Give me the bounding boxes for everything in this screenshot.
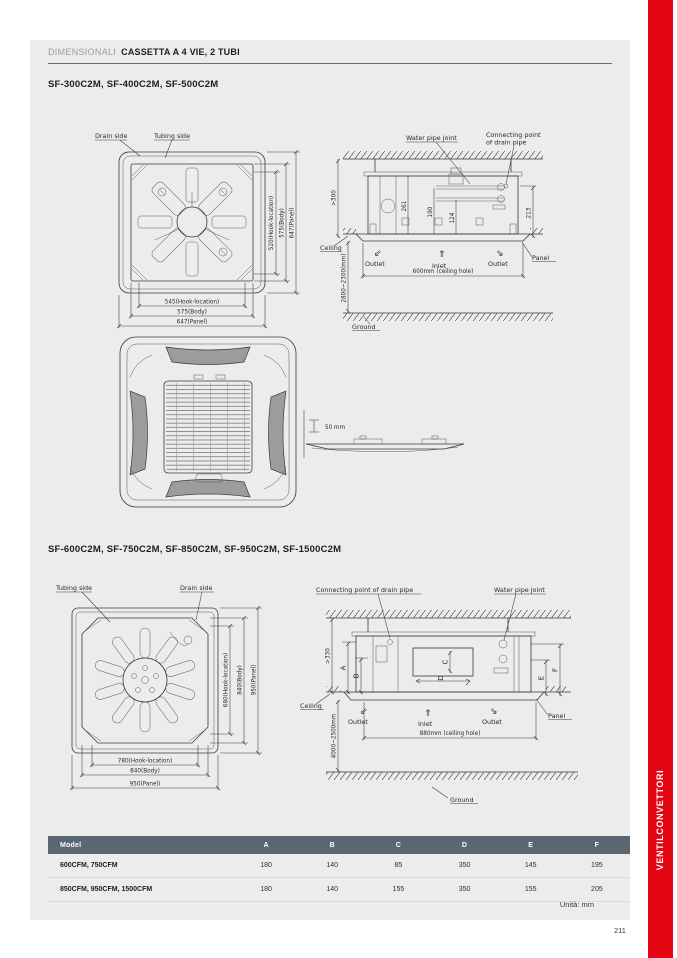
content-panel [30,40,630,920]
header-b: B [299,836,365,854]
section1-side-view-drawing [318,128,563,336]
inlet-arrow-icon: ⇑ [438,250,446,260]
ceiling-hole-dim2: 880mm (ceiling hole) [419,731,481,737]
page-header [48,47,240,57]
outlet-right-label: Outlet [488,260,508,268]
table-header-row [48,836,630,854]
dim-h-body2: 840(Body) [130,768,160,775]
section1-models: SF-300C2M, SF-400C2M, SF-500C2M [48,79,219,90]
section1-top-view-drawing [92,128,310,334]
side-view2-dimensions [326,618,565,772]
dim-261: 261 [402,200,408,212]
cassette-body-top2 [72,608,218,753]
letter-a-dim: A [339,665,348,671]
screw-holes [158,188,227,256]
panel-side2 [326,686,571,700]
section2-models: SF-600C2M, SF-750C2M, SF-850C2M, SF-950C2M, SF-1500C2M [48,544,342,555]
ground-hatch2 [326,772,578,780]
top-view-dimensions [117,150,300,328]
intake-grid [164,375,252,482]
inlet-label2: Inlet [418,720,433,728]
letter-b-dim: B [352,673,361,679]
corner-brackets [132,165,252,280]
water-pipe-joint-label2: Water pipe joint [494,586,545,594]
ground-hatch [343,313,553,321]
outlet-left-label: Outlet [365,260,385,268]
top-view-callouts [95,132,190,158]
outlet-right-arrow-icon2: ⇘ [490,707,498,717]
header-eyebrow: DIMENSIONALI [48,47,117,57]
panel-side [343,228,543,241]
dim-v-body: 575(Body) [279,208,286,238]
row1-d: 350 [431,854,497,878]
row2-model: 850CFM, 950CFM, 1500CFM [48,878,233,902]
fan-blades [94,628,196,732]
clearance-dim: >300 [331,190,338,206]
drain-point-label-1: Connecting point [486,131,541,139]
header-e: E [498,836,564,854]
cassette-body-top [119,152,265,293]
ceiling-hole-dim: 600mm (ceiling hole) [412,269,474,275]
letter-c-dim: C [441,659,450,665]
row2-c: 155 [365,878,431,902]
top-view2-callouts [55,584,214,622]
dim-124: 124 [450,212,456,224]
row1-a: 180 [233,854,299,878]
ground-label: Ground [352,323,376,331]
header-d: D [431,836,497,854]
outlet-left-arrow-icon: ⇙ [374,249,382,259]
section-tab-label: VENTILCONVETTORI [655,769,666,871]
header-a: A [233,836,299,854]
header-model: Model [48,836,233,854]
outlet-right-arrow-icon: ⇘ [496,249,504,259]
row1-model: 600CFM, 750CFM [48,854,233,878]
pipes [436,168,505,209]
row2-e: 155 [498,878,564,902]
dim-h-panel2: 950(Panel) [129,781,161,788]
row1-e: 145 [498,854,564,878]
corner-gussets [85,620,205,741]
inlet-label: Inlet [432,262,447,270]
dim-213: 213 [526,207,533,219]
row1-f: 195 [564,854,630,878]
ceiling-hatch [343,151,543,159]
row2-d: 350 [431,878,497,902]
side-view-dimensions [332,159,537,313]
section-tab [648,730,673,910]
inlet-arrow-icon2: ⇑ [424,709,432,719]
drain-point-label-2: of drain pipe [486,138,527,147]
section1-grille-drawing [108,333,308,513]
unit-note: Unità: mm [559,900,594,909]
tubing-side-label2: Tubing side [56,584,93,592]
row2-f: 205 [564,878,630,902]
dim-h-panel: 647(Panel) [176,319,208,326]
page-title: CASSETTA A 4 VIE, 2 TUBI [121,47,240,57]
outlet-right-label2: Outlet [482,718,502,726]
water-pipe-joint-label: Water pipe joint [406,134,457,142]
panel-height-dim: 50 mm [325,425,346,431]
dim-v-body2: 840(Body) [237,665,244,695]
letter-f-dim: F [551,667,560,673]
row2-b: 140 [299,878,365,902]
section2-side-view-drawing [298,580,590,818]
outlet-left-label2: Outlet [348,718,368,726]
letter-d-dim: D [437,675,445,681]
header-f: F [564,836,630,854]
floor-range-dim: 2800~2300(mm) [341,253,348,303]
dim-190: 190 [428,206,434,218]
cross-arms [138,168,246,276]
row1-b: 140 [299,854,365,878]
fan-hub2 [123,658,167,702]
panel-profile-shape [306,436,464,452]
header-rule [48,63,612,64]
clearance-dim2: >330 [325,648,332,664]
panel-label2: Panel [548,712,566,720]
table-row [48,854,630,878]
floor-range-dim2: 4000~2500mm [331,713,338,759]
section2-top-view-drawing [52,580,290,812]
ground-label2: Ground [450,796,474,804]
letter-e-dim: E [537,675,546,681]
table-row [48,878,630,902]
dim-v-panel2: 950(Panel) [251,664,258,696]
panel-label: Panel [532,254,550,262]
section1-panel-profile-drawing [298,400,473,466]
side-view2-callouts [300,586,572,804]
dim-h-hook2: 780(Hook-location) [117,758,173,765]
ceiling-hatch2 [326,610,571,618]
ceiling-label2: Ceiling [300,702,322,710]
page-number: 211 [614,926,626,935]
top-view2-dimensions [70,606,262,790]
dim-h-body: 575(Body) [177,309,207,316]
profile-dim [309,420,346,432]
dim-v-hook2: 680(Hook-location) [223,652,230,708]
dim-h-hook: 545(Hook-location) [164,299,220,306]
outlet-left-arrow-icon2: ⇙ [360,707,368,717]
tubing-side-label: Tubing side [154,132,191,140]
drain-point-label2: Connecting point of drain pipe [316,586,414,594]
drain-side-label2: Drain side [180,584,213,592]
drain-side-label: Drain side [95,132,128,140]
unit-body-side [364,159,522,234]
dim-v-panel: 647(Panel) [289,207,296,239]
dimensions-table [48,836,630,902]
dim-v-hook: 520(Hook-location) [269,195,275,251]
row2-a: 180 [233,878,299,902]
ceiling-label: Ceiling [320,244,342,252]
header-c: C [365,836,431,854]
row1-c: 85 [365,854,431,878]
